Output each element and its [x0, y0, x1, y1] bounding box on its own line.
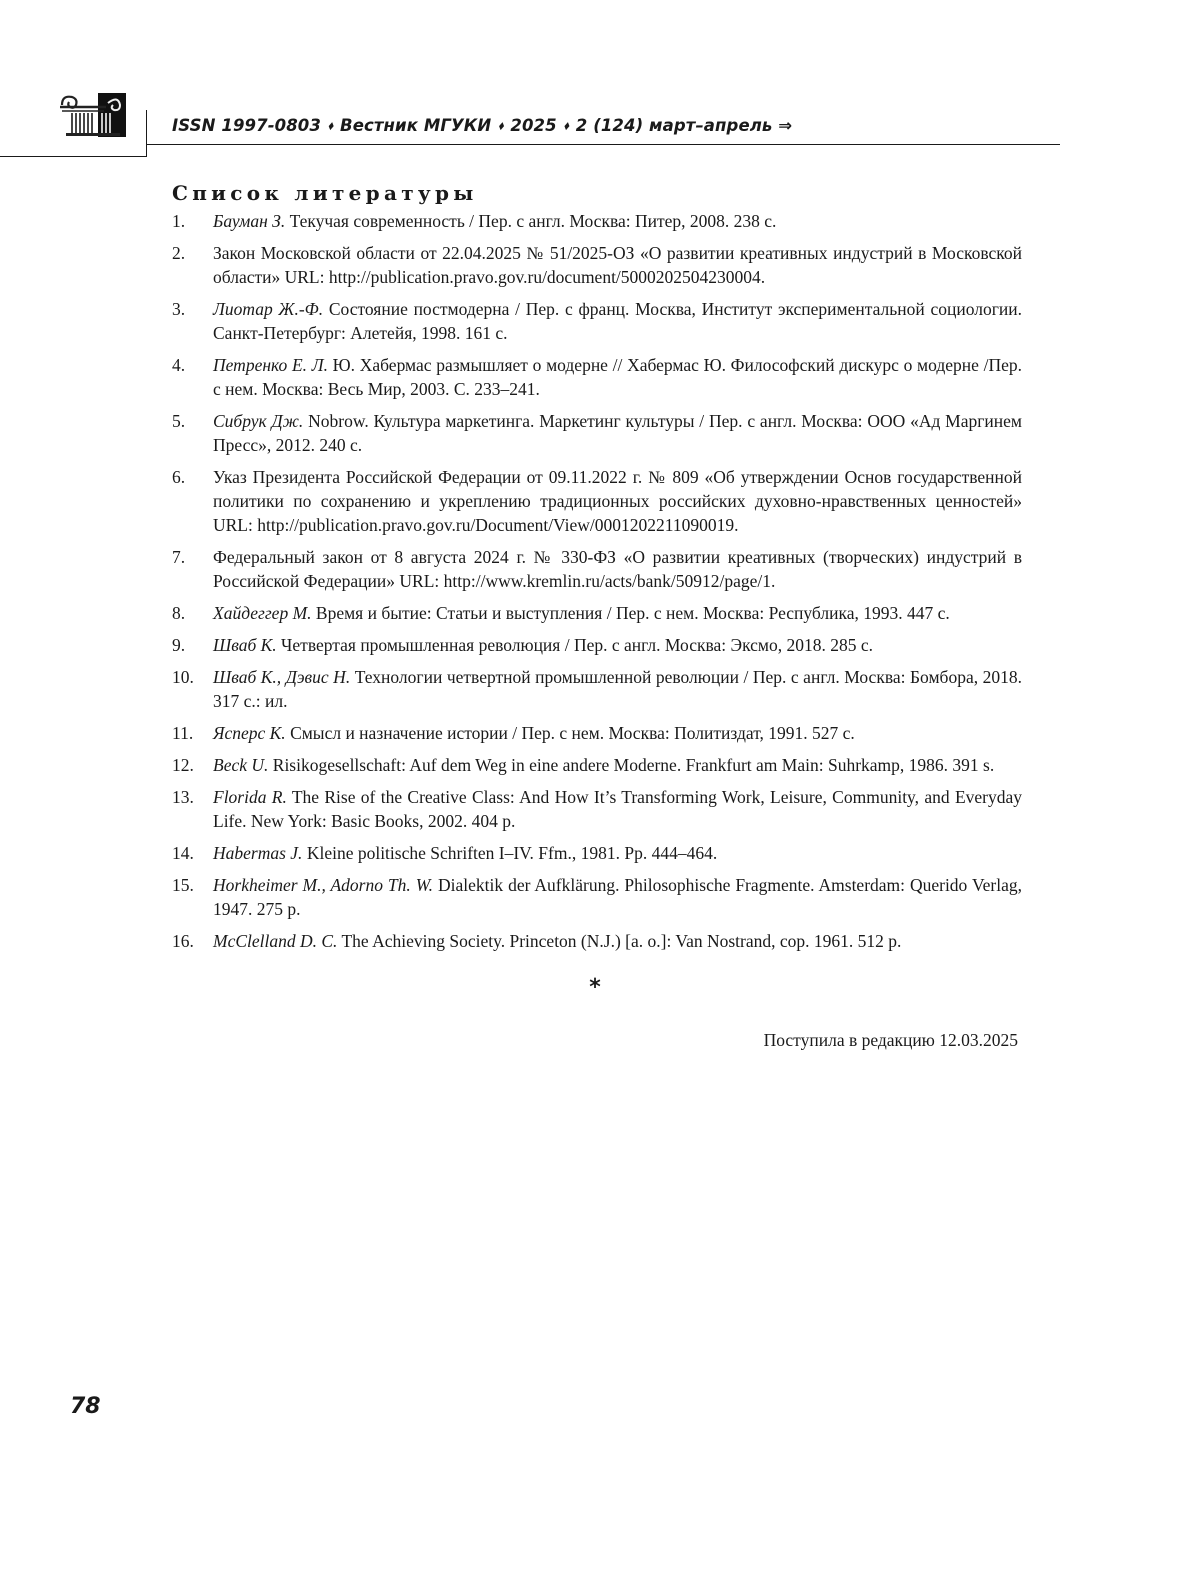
header-separator: ⬧: [498, 119, 504, 132]
reference-item: [172, 465, 1022, 537]
reference-item: [172, 353, 1022, 401]
reference-item: [172, 929, 1022, 953]
reference-author: Сибрук Дж.: [213, 411, 304, 431]
reference-item: [172, 721, 1022, 745]
header-issn: ISSN 1997-0803: [172, 116, 321, 135]
reference-number: 9.: [172, 635, 186, 655]
reference-text: The Rise of the Creative Class: And How It’s Transforming Work, Leisure, Community, and Everyday Life. New York: Basic Books, 2002. 404 p.: [213, 787, 1022, 831]
reference-author: Florida R.: [213, 787, 287, 807]
header-frame-left-rule: [0, 156, 147, 157]
reference-text: Dialektik der Aufklärung. Philosophische Fragmente. Amsterdam: Querido Verlag, 1947. 275 p.: [213, 875, 1022, 919]
header-rule: [146, 144, 1060, 145]
reference-number: 4.: [172, 355, 186, 375]
reference-text: The Achieving Society. Princeton (N.J.) [a. o.]: Van Nostrand, cop. 1961. 512 p.: [337, 931, 902, 951]
reference-author: Петренко Е. Л.: [213, 355, 328, 375]
reference-author: Шваб К.: [213, 635, 277, 655]
reference-author: Beck U.: [213, 755, 269, 775]
reference-text: Технологии четвертной промышленной революции / Пер. с англ. Москва: Бомбора, 2018. 317 с.: ил.: [213, 667, 1022, 711]
reference-author: Бауман З.: [213, 211, 286, 231]
reference-text: Смысл и назначение истории / Пер. с нем. Москва: Политиздат, 1991. 527 с.: [285, 723, 855, 743]
reference-item: [172, 873, 1022, 921]
reference-number: 15.: [172, 875, 194, 895]
reference-text: Указ Президента Российской Федерации от 09.11.2022 г. № 809 «Об утверждении Основ государственной политики по сохранению и укреплению традиционных российских духовно-нравственных ценностей» URL: http://publication.pravo.gov.ru/Document/View/0001202211090019.: [213, 467, 1022, 535]
reference-author: Хайдеггер М.: [213, 603, 312, 623]
reference-number: 12.: [172, 755, 194, 775]
received-date: Поступила в редакцию 12.03.2025: [763, 1030, 1018, 1050]
reference-text: Четвертая промышленная революция / Пер. с англ. Москва: Эксмо, 2018. 285 с.: [276, 635, 874, 655]
header-separator: ⬧: [327, 119, 334, 132]
reference-number: 11.: [172, 723, 194, 743]
running-header: [172, 116, 792, 135]
section-separator-asterisk: *: [589, 975, 601, 1000]
reference-text: Закон Московской области от 22.04.2025 № 51/2025-ОЗ «О развитии креативных индустрий в Московской области» URL: http://publication.pravo.gov.ru/document/5000202504230004.: [213, 243, 1022, 287]
reference-item: [172, 841, 1022, 865]
reference-item: [172, 241, 1022, 289]
header-frame-vertical-rule: [146, 110, 147, 157]
reference-item: [172, 601, 1022, 625]
reference-item: [172, 785, 1022, 833]
header-issue: 2 (124) март–апрель ⇒: [575, 116, 793, 135]
reference-text: Risikogesellschaft: Auf dem Weg in eine andere Moderne. Frankfurt am Main: Suhrkamp, 1986. 391 s.: [268, 755, 995, 775]
reference-item: [172, 297, 1022, 345]
reference-item: [172, 753, 1022, 777]
reference-number: 16.: [172, 931, 194, 951]
reference-list: [172, 209, 1022, 961]
reference-item: [172, 209, 1022, 233]
header-separator: ⬧: [563, 119, 569, 132]
reference-author: Ясперс К.: [213, 723, 286, 743]
reference-number: 8.: [172, 603, 186, 623]
reference-author: Лиотар Ж.-Ф.: [213, 299, 324, 319]
reference-number: 13.: [172, 787, 194, 807]
reference-number: 7.: [172, 547, 186, 567]
reference-item: [172, 409, 1022, 457]
page-number: 78: [70, 1394, 101, 1419]
reference-author: Шваб К., Дэвис Н.: [213, 667, 351, 687]
reference-text: Федеральный закон от 8 августа 2024 г. № 330-ФЗ «О развитии креативных (творческих) индустрий в Российской Федерации» URL: http://www.kremlin.ru/acts/bank/50912/page/1.: [213, 547, 1022, 591]
reference-number: 6.: [172, 467, 186, 487]
reference-number: 2.: [172, 243, 186, 263]
reference-text: Nobrow. Культура маркетинга. Маркетинг культуры / Пер. с англ. Москва: ООО «Ад Маргинем Пресс», 2012. 240 с.: [213, 411, 1023, 455]
reference-number: 10.: [172, 667, 194, 687]
references-heading: Список литературы: [172, 181, 478, 205]
reference-text: Текучая современность / Пер. с англ. Москва: Питер, 2008. 238 с.: [285, 211, 777, 231]
reference-item: [172, 633, 1022, 657]
header-year: 2025: [510, 116, 557, 135]
reference-item: [172, 545, 1022, 593]
reference-item: [172, 665, 1022, 713]
reference-text: Состояние постмодерна / Пер. с франц. Москва, Институт экспериментальной социологии. Санкт-Петербург: Алетейя, 1998. 161 с.: [213, 299, 1022, 343]
reference-number: 3.: [172, 299, 186, 319]
reference-number: 5.: [172, 411, 186, 431]
journal-logo-column-icon: [58, 93, 126, 137]
header-journal: Вестник МГУКИ: [340, 116, 492, 135]
reference-text: Ю. Хабермас размышляет о модерне // Хабермас Ю. Философский дискурс о модерне /Пер. с нем. Москва: Весь Мир, 2003. С. 233–241.: [213, 355, 1022, 399]
reference-text: Время и бытие: Статьи и выступления / Пер. с нем. Москва: Республика, 1993. 447 с.: [311, 603, 950, 623]
reference-author: McClelland D. C.: [213, 931, 338, 951]
reference-number: 1.: [172, 211, 186, 231]
reference-author: Habermas J.: [213, 843, 303, 863]
reference-text: Kleine politische Schriften I–IV. Ffm., 1981. Pp. 444–464.: [302, 843, 718, 863]
reference-number: 14.: [172, 843, 194, 863]
reference-author: Horkheimer M., Adorno Th. W.: [213, 875, 434, 895]
